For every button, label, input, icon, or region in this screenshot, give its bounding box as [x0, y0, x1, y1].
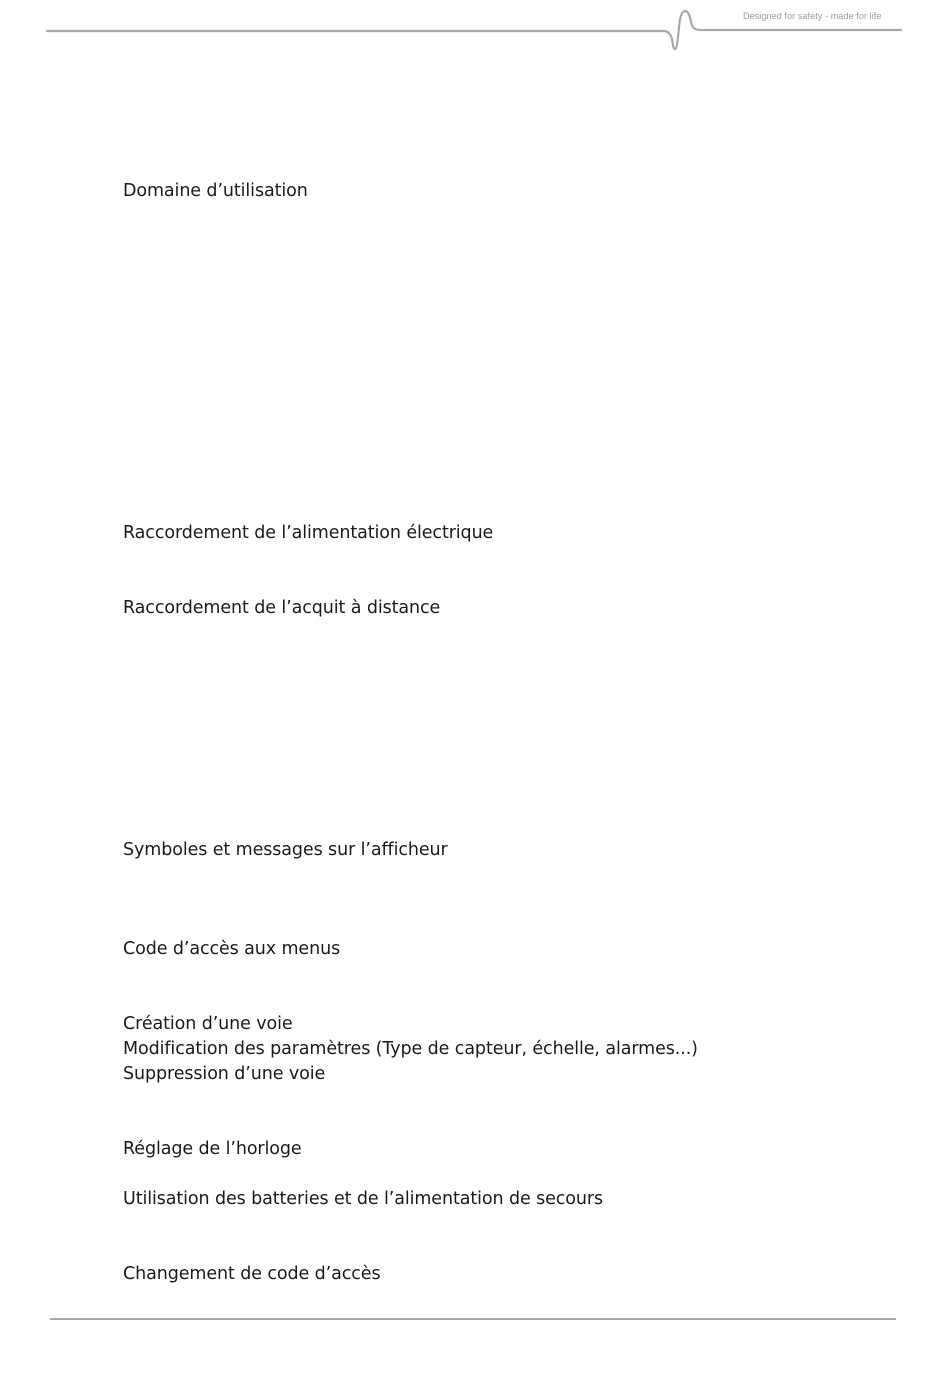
- entry-code-acces-menus: Code d’accès aux menus: [123, 939, 341, 959]
- entry-suppression-voie: Suppression d’une voie: [123, 1064, 326, 1084]
- entry-raccordement-acquit: Raccordement de l’acquit à distance: [123, 598, 441, 618]
- entry-creation-voie: Création d’une voie: [123, 1014, 293, 1034]
- header-line-pulse-graphic: [0, 0, 950, 60]
- header-tagline: Designed for safety - made for life: [743, 11, 882, 21]
- entry-changement-code: Changement de code d’accès: [123, 1264, 381, 1284]
- entry-reglage-horloge: Réglage de l’horloge: [123, 1139, 302, 1159]
- entry-domaine-utilisation: Domaine d’utilisation: [123, 181, 308, 201]
- entry-utilisation-batteries: Utilisation des batteries et de l’alimentation de secours: [123, 1189, 603, 1209]
- entry-modification-parametres: Modification des paramètres (Type de capteur, échelle, alarmes...): [123, 1039, 698, 1059]
- entry-symboles-messages: Symboles et messages sur l’afficheur: [123, 840, 448, 860]
- footer-rule: [50, 1318, 896, 1320]
- entry-raccordement-alimentation: Raccordement de l’alimentation électrique: [123, 523, 494, 543]
